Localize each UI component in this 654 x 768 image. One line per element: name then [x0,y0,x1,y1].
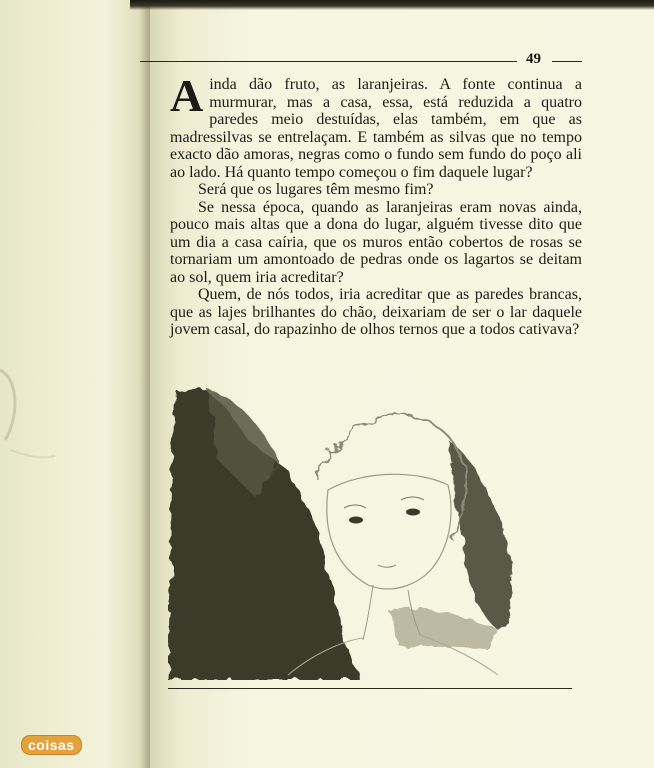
ink-wash-right [448,440,513,630]
header-rule-right [552,61,582,62]
book-top-shadow [130,0,654,10]
boy-neck [363,585,373,640]
paragraph-4: Quem, de nós todos, iria acreditar que as paredes brancas, que as lajes brilhantes do chão, deixariam de ser o lar daquele jovem casal, do rapazinho de olhos ternos que a todos cativava? [170,286,582,338]
book-gutter [140,0,150,768]
footer-rule [168,688,572,689]
boy-illustration [168,380,528,680]
boy-face [327,474,451,589]
page-number: 49 [526,51,541,67]
paragraph-1-text: inda dão fruto, as laranjeiras. A fonte continua a murmurar, mas a casa, essa, está reduzida a quatro paredes meio destuídas, elas também, em que as madressilvas se entrelaçam. E também as silvas que no tempo exacto dão amoras, negras como o fundo sem fundo do poço ali ao lado. Há quanto tempo começou o fim daquele lugar? [170,76,582,181]
paragraph-2: Será que os lugares têm mesmo fim? [198,181,434,198]
header-rule [140,61,517,62]
boy-left-eye [349,517,363,524]
paragraph-3: Se nessa época, quando as laranjeiras eram novas ainda, pouco mais altas que a dona do lugar, alguém tivesse dito que um dia a casa caíria, que os muros então cobertos de rosas se tornariam um amontoado de pedras onde os lagartos se deitam ao sol, quem iria acreditar? [170,198,582,286]
left-page-sketch [0,360,60,480]
drop-cap: A [170,70,204,121]
paragraph-1 [170,70,582,181]
site-watermark: coisas [22,736,81,754]
boy-right-eye [406,509,420,516]
body-text [170,70,582,339]
left-page [0,0,150,768]
